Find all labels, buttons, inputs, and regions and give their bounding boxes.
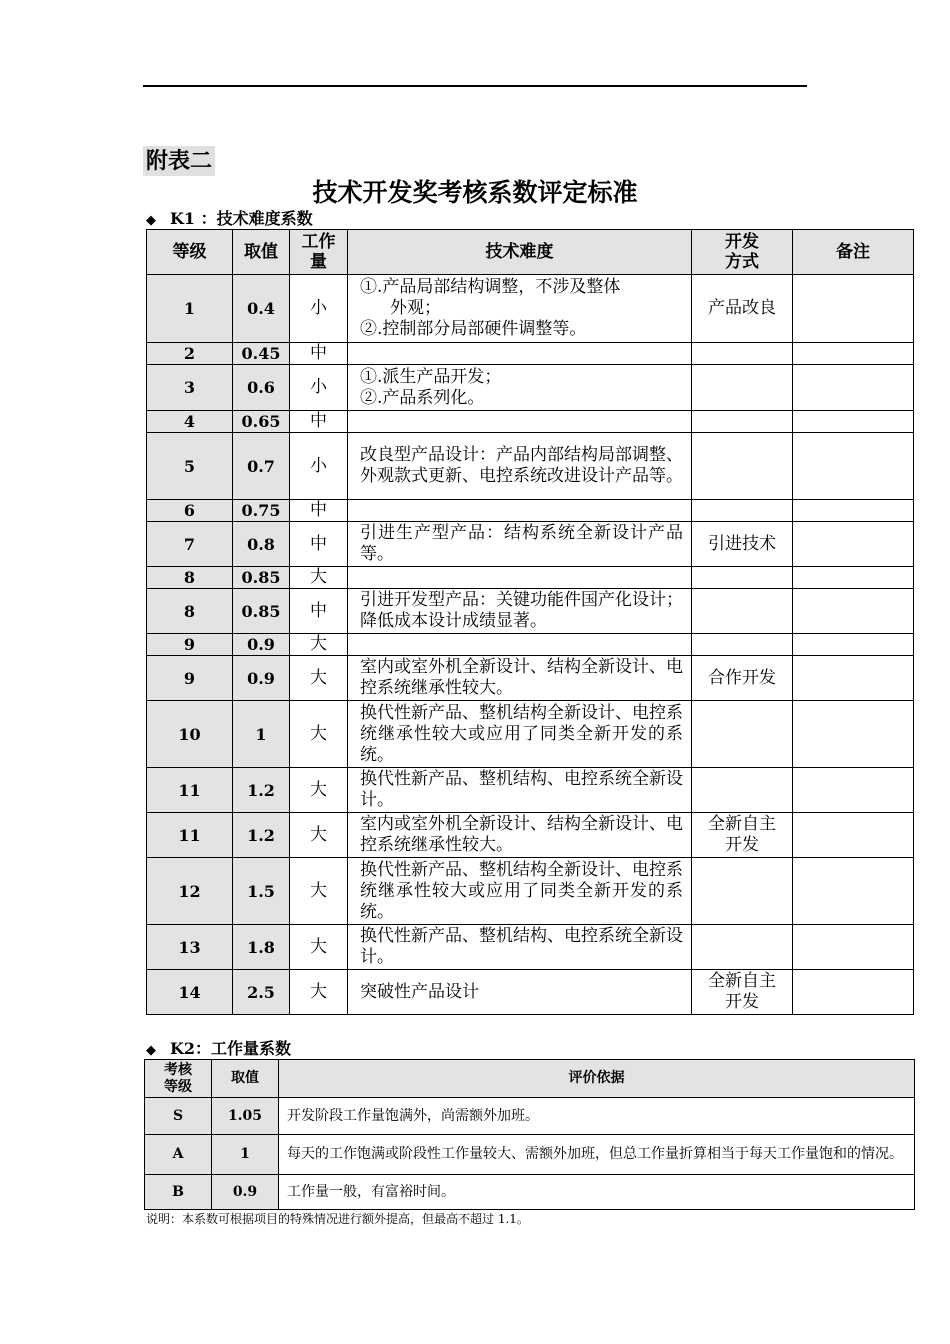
remark-cell xyxy=(793,433,914,500)
table-row xyxy=(147,701,914,768)
k2-table xyxy=(144,1059,915,1210)
value-cell: 0.4 xyxy=(233,275,290,343)
difficulty-text: 室内或室外机全新设计、结构全新设计、电控系统继承性较大。 xyxy=(360,657,683,698)
difficulty-cell xyxy=(348,275,692,343)
value-cell: 0.9 xyxy=(233,634,290,656)
dev-mode-cell xyxy=(692,858,793,925)
level-cell: 14 xyxy=(147,970,233,1015)
level-cell: 13 xyxy=(147,925,233,970)
value-cell: 0.9 xyxy=(233,656,290,701)
remark-cell xyxy=(793,522,914,567)
difficulty-cell xyxy=(348,500,692,522)
difficulty-cell xyxy=(348,634,692,656)
difficulty-cell xyxy=(348,365,692,411)
value-cell: 0.45 xyxy=(233,343,290,365)
difficulty-text: 换代性新产品、整机结构全新设计、电控系统继承性较大或应用了同类全新开发的系统。 xyxy=(360,859,683,922)
difficulty-cell xyxy=(348,567,692,589)
remark-cell xyxy=(793,768,914,813)
k1-header-workload xyxy=(290,230,348,275)
dev-mode-cell xyxy=(692,522,793,567)
remark-cell xyxy=(793,925,914,970)
table-row xyxy=(147,343,914,365)
value-cell: 0.7 xyxy=(233,433,290,500)
table-row xyxy=(147,768,914,813)
remark-cell xyxy=(793,634,914,656)
k2-header-level-text: 考核等级 xyxy=(163,1061,192,1095)
k1-header-value: 取值 xyxy=(233,230,290,275)
dev-mode-cell xyxy=(692,768,793,813)
table-row xyxy=(147,634,914,656)
k2-table-body xyxy=(145,1098,915,1210)
k2-header-row xyxy=(145,1060,915,1098)
workload-cell: 小 xyxy=(290,275,348,343)
workload-cell: 中 xyxy=(290,589,348,634)
difficulty-text: 换代性新产品、整机结构、电控系统全新设计。 xyxy=(360,769,683,810)
dev-mode-cell xyxy=(692,656,793,701)
value-cell: 0.6 xyxy=(233,365,290,411)
level-cell: 11 xyxy=(147,813,233,858)
workload-cell: 中 xyxy=(290,343,348,365)
k2-section-heading xyxy=(146,1039,291,1059)
difficulty-text: 换代性新产品、整机结构全新设计、电控系统继承性较大或应用了同类全新开发的系统。 xyxy=(360,702,683,765)
difficulty-text: 引进开发型产品：关键功能件国产化设计；降低成本设计成绩显著。 xyxy=(360,590,683,631)
table-row xyxy=(147,365,914,411)
footnote: 说明：本系数可根据项目的特殊情况进行额外提高，但最高不超过 1.1。 xyxy=(146,1212,529,1226)
remark-cell xyxy=(793,589,914,634)
diamond-bullet-icon: ◆ xyxy=(146,213,156,228)
dev-mode-cell xyxy=(692,275,793,343)
table-row xyxy=(145,1098,915,1135)
workload-cell: 小 xyxy=(290,433,348,500)
level-cell: 2 xyxy=(147,343,233,365)
workload-cell: 大 xyxy=(290,701,348,768)
table-row xyxy=(147,522,914,567)
table-row xyxy=(147,925,914,970)
value-cell: 0.8 xyxy=(233,522,290,567)
k1-header-row xyxy=(147,230,914,275)
appendix-label: 附表二 xyxy=(143,146,215,176)
dev-mode-cell xyxy=(692,813,793,858)
difficulty-text: ②.控制部分局部硬件调整等。 xyxy=(360,319,587,339)
level-cell: 7 xyxy=(147,522,233,567)
value-cell: 0.85 xyxy=(233,589,290,634)
level-cell: 9 xyxy=(147,656,233,701)
level-cell: 12 xyxy=(147,858,233,925)
table-row xyxy=(147,411,914,433)
dev-mode-cell xyxy=(692,567,793,589)
level-cell: 4 xyxy=(147,411,233,433)
value-cell: 1 xyxy=(233,701,290,768)
workload-cell: 中 xyxy=(290,500,348,522)
k2-value-cell: 1 xyxy=(212,1135,279,1175)
difficulty-text: 引进生产型产品：结构系统全新设计产品等。 xyxy=(360,523,683,564)
workload-cell: 大 xyxy=(290,858,348,925)
k1-table-body xyxy=(147,275,914,1015)
remark-cell xyxy=(793,365,914,411)
k2-basis-cell: 工作量一般，有富裕时间。 xyxy=(279,1175,915,1210)
k1-section-heading xyxy=(146,209,313,229)
value-cell: 0.75 xyxy=(233,500,290,522)
level-cell: 10 xyxy=(147,701,233,768)
page-title: 技术开发奖考核系数评定标准 xyxy=(312,178,638,207)
difficulty-cell xyxy=(348,813,692,858)
value-cell: 0.65 xyxy=(233,411,290,433)
table-row xyxy=(145,1175,915,1210)
level-cell: 11 xyxy=(147,768,233,813)
remark-cell xyxy=(793,567,914,589)
k1-table xyxy=(146,229,914,1015)
level-cell: 8 xyxy=(147,567,233,589)
dev-mode-cell xyxy=(692,701,793,768)
k2-value-cell: 1.05 xyxy=(212,1098,279,1135)
dev-mode-cell xyxy=(692,365,793,411)
k2-value-cell: 0.9 xyxy=(212,1175,279,1210)
remark-cell xyxy=(793,858,914,925)
remark-cell xyxy=(793,275,914,343)
table-row xyxy=(147,433,914,500)
level-cell: 9 xyxy=(147,634,233,656)
workload-cell: 中 xyxy=(290,411,348,433)
workload-cell: 中 xyxy=(290,522,348,567)
k1-header-level: 等级 xyxy=(147,230,233,275)
value-cell: 1.2 xyxy=(233,768,290,813)
difficulty-cell xyxy=(348,411,692,433)
diamond-bullet-icon: ◆ xyxy=(146,1043,156,1058)
workload-cell: 大 xyxy=(290,567,348,589)
workload-cell: 大 xyxy=(290,656,348,701)
table-row xyxy=(147,500,914,522)
value-cell: 1.8 xyxy=(233,925,290,970)
dev-mode-cell xyxy=(692,433,793,500)
table-row xyxy=(147,970,914,1015)
value-cell: 1.5 xyxy=(233,858,290,925)
remark-cell xyxy=(793,813,914,858)
k2-header-basis: 评价依据 xyxy=(279,1060,915,1098)
difficulty-cell xyxy=(348,433,692,500)
difficulty-cell xyxy=(348,768,692,813)
table-row xyxy=(147,589,914,634)
workload-cell: 大 xyxy=(290,970,348,1015)
difficulty-cell xyxy=(348,589,692,634)
k2-level-cell: S xyxy=(145,1098,212,1135)
table-row xyxy=(147,275,914,343)
workload-cell: 小 xyxy=(290,365,348,411)
value-cell: 1.2 xyxy=(233,813,290,858)
difficulty-cell xyxy=(348,970,692,1015)
difficulty-cell xyxy=(348,343,692,365)
difficulty-text: ①.产品局部结构调整，不涉及整体 xyxy=(360,277,621,297)
k1-header-difficulty: 技术难度 xyxy=(348,230,692,275)
difficulty-text: 突破性产品设计 xyxy=(360,981,479,1002)
level-cell: 1 xyxy=(147,275,233,343)
level-cell: 8 xyxy=(147,589,233,634)
difficulty-text: ②.产品系列化。 xyxy=(360,387,485,408)
workload-cell: 大 xyxy=(290,634,348,656)
remark-cell xyxy=(793,701,914,768)
k1-header-remark: 备注 xyxy=(793,230,914,275)
remark-cell xyxy=(793,343,914,365)
difficulty-cell xyxy=(348,701,692,768)
dev-mode-text: 合作开发 xyxy=(708,667,776,688)
k2-header-level xyxy=(145,1060,212,1098)
difficulty-text: ①.派生产品开发； xyxy=(360,366,502,387)
dev-mode-text: 产品改良 xyxy=(708,298,776,318)
workload-cell: 大 xyxy=(290,925,348,970)
value-cell: 2.5 xyxy=(233,970,290,1015)
k1-header-dev-mode xyxy=(692,230,793,275)
k2-header-value: 取值 xyxy=(212,1060,279,1098)
k2-basis-cell: 开发阶段工作量饱满外，尚需额外加班。 xyxy=(279,1098,915,1135)
workload-cell: 大 xyxy=(290,768,348,813)
difficulty-text: 外观； xyxy=(390,298,441,318)
difficulty-cell xyxy=(348,522,692,567)
dev-mode-text: 引进技术 xyxy=(708,533,776,554)
level-cell: 6 xyxy=(147,500,233,522)
level-cell: 5 xyxy=(147,433,233,500)
table-row xyxy=(145,1135,915,1175)
table-row xyxy=(147,656,914,701)
remark-cell xyxy=(793,656,914,701)
workload-cell: 大 xyxy=(290,813,348,858)
difficulty-cell xyxy=(348,858,692,925)
table-row xyxy=(147,858,914,925)
k1-header-workload-text: 工作量 xyxy=(301,232,336,272)
dev-mode-cell xyxy=(692,411,793,433)
dev-mode-cell xyxy=(692,589,793,634)
dev-mode-cell xyxy=(692,970,793,1015)
dev-mode-cell xyxy=(692,343,793,365)
dev-mode-cell xyxy=(692,925,793,970)
k1-section-title: K1 ：技术难度系数 xyxy=(170,209,313,228)
dev-mode-text: 全新自主开发 xyxy=(707,814,776,855)
difficulty-cell xyxy=(348,925,692,970)
k2-basis-cell: 每天的工作饱满或阶段性工作量较大、需额外加班，但总工作量折算相当于每天工作量饱和的情况。 xyxy=(279,1135,915,1175)
difficulty-text: 改良型产品设计：产品内部结构局部调整、外观款式更新、电控系统改进设计产品等。 xyxy=(360,445,683,486)
difficulty-text: 室内或室外机全新设计、结构全新设计、电控系统继承性较大。 xyxy=(360,814,683,855)
remark-cell xyxy=(793,500,914,522)
level-cell: 3 xyxy=(147,365,233,411)
dev-mode-cell xyxy=(692,634,793,656)
table-row xyxy=(147,567,914,589)
k2-level-cell: B xyxy=(145,1175,212,1210)
k2-level-cell: A xyxy=(145,1135,212,1175)
k2-section-title: K2：工作量系数 xyxy=(170,1039,292,1058)
k1-header-dev-mode-text: 开发方式 xyxy=(724,232,759,272)
remark-cell xyxy=(793,970,914,1015)
header-rule xyxy=(143,85,807,87)
difficulty-text: 换代性新产品、整机结构、电控系统全新设计。 xyxy=(360,926,683,967)
difficulty-cell xyxy=(348,656,692,701)
table-row xyxy=(147,813,914,858)
dev-mode-cell xyxy=(692,500,793,522)
value-cell: 0.85 xyxy=(233,567,290,589)
dev-mode-text: 全新自主开发 xyxy=(707,971,776,1012)
remark-cell xyxy=(793,411,914,433)
